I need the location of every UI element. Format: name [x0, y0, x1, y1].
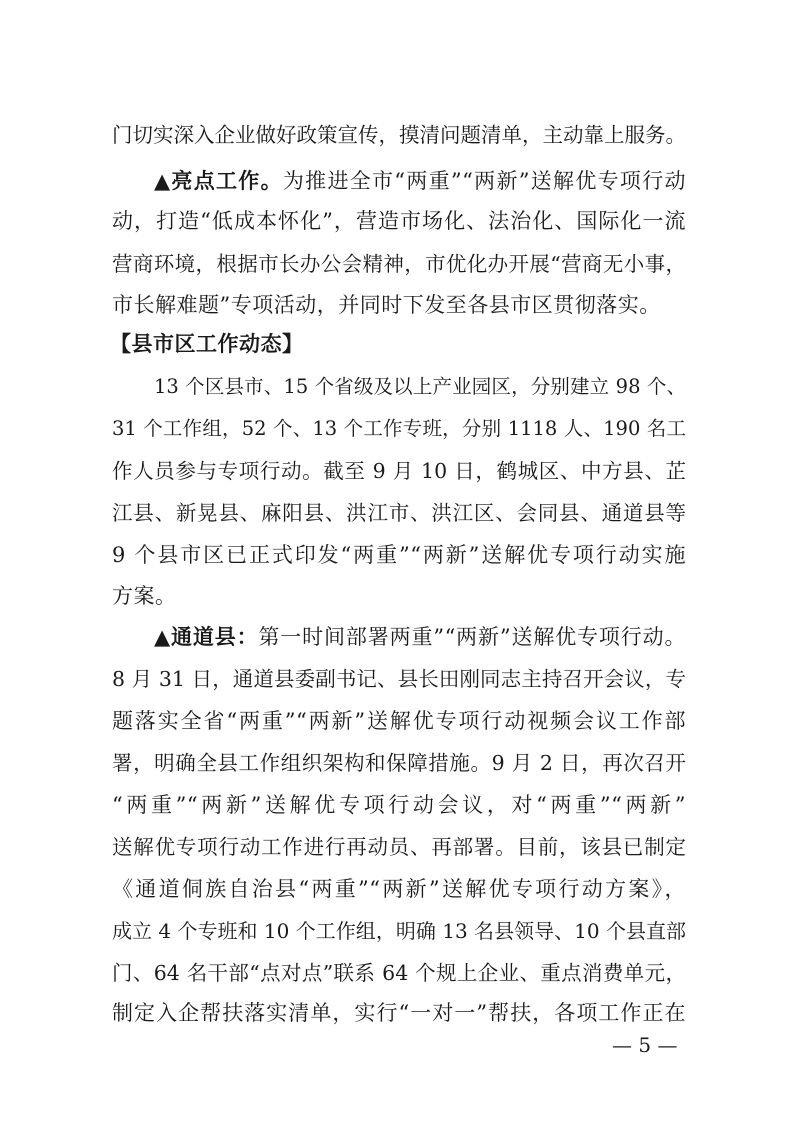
text-line: 制定入企帮扶落实清单，实行“一对一”帮扶，各项工作正在: [112, 1001, 686, 1025]
text-line: 作人员参与专项行动。截至 9 月 10 日，鹤城区、中方县、芷: [112, 459, 686, 483]
text-span: 第一时间部署两重”“两新”送解优专项行动。: [258, 625, 686, 649]
text-line: [154, 617, 686, 657]
page-number: — 5 —: [612, 1033, 678, 1057]
section-title: 【县市区工作动态】: [110, 332, 304, 356]
text-line: 门、64 名干部“点对点”联系 64 个规上企业、重点消费单元，: [112, 961, 686, 985]
text-line: 题落实全省“两重”“两新”送解优专项行动视频会议工作部: [112, 709, 686, 733]
text-line: 《通道侗族自治县“两重”“两新”送解优专项行动方案》，: [112, 877, 686, 901]
text-line: 成立 4 个专班和 10 个工作组，明确 13 名县领导、10 个县直部: [112, 919, 686, 943]
text-line: 方案。: [112, 584, 177, 608]
text-line: 8 月 31 日，通道县委副书记、县长田刚同志主持召开会议，专: [112, 667, 686, 691]
highlight-heading: ▲亮点工作。: [154, 169, 283, 193]
text-line: 江县、新晃县、麻阳县、洪江市、洪江区、会同县、通道县等: [112, 501, 686, 525]
county-heading: ▲通道县：: [154, 625, 259, 649]
text-line: 送解优专项行动工作进行再动员、再部署。目前，该县已制定: [112, 835, 686, 859]
text-line: 9 个县市区已正式印发“两重”“两新”送解优专项行动实施: [112, 543, 686, 567]
text-line: 署，明确全县工作组织架构和保障措施。9 月 2 日，再次召开: [112, 751, 686, 775]
text-line: 市长解难题”专项活动，并同时下发至各县市区贯彻落实。: [112, 293, 661, 317]
text-line: 31 个工作组，52 个、13 个工作专班，分别 1118 人、190 名工: [112, 417, 686, 440]
text-line: 动，打造“低成本怀化”，营造市场化、法治化、国际化一流: [112, 209, 686, 233]
text-line: 营商环境，根据市长办公会精神，市优化办开展“营商无小事，: [112, 252, 686, 276]
text-line: 13 个区县市、15 个省级及以上产业园区，分别建立 98 个、: [154, 375, 686, 398]
text-line: “两重”“两新”送解优专项行动会议，对“两重”“两新”: [112, 793, 686, 817]
text-span: 为推进全市“两重”“两新”送解优专项行动: [282, 169, 686, 193]
text-line: [154, 161, 686, 201]
text-line: 门切实深入企业做好政策宣传，摸清问题清单，主动靠上服务。: [112, 123, 686, 147]
